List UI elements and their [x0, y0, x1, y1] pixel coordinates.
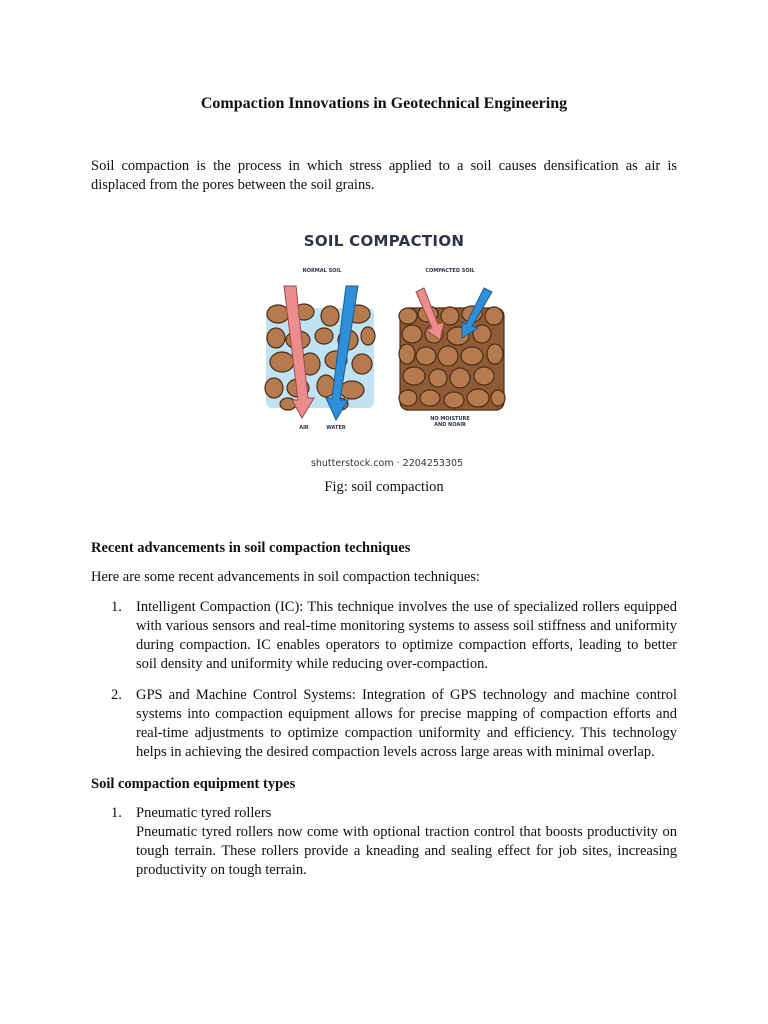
list-item — [91, 804, 677, 880]
compacted-soil-grains — [399, 306, 505, 410]
label-compacted-soil: COMPACTED SOIL — [425, 268, 475, 274]
label-air: AIR — [299, 425, 309, 431]
label-normal-soil: NORMAL SOIL — [302, 268, 342, 274]
list-text: Pneumatic tyred rollers now come with optional traction control that boosts productivity on tough terrain. These rollers provide a kneading and sealing effect for job sites, increasing productivity on tough terrain. — [136, 824, 677, 878]
intro-paragraph: Soil compaction is the process in which stress applied to a soil causes densification as air is displaced from the pores between the soil grains. — [91, 158, 677, 193]
soil-compaction-figure — [262, 228, 512, 468]
label-no-moisture: NO MOISTURE AND NOAIR — [430, 416, 470, 428]
list-item — [91, 598, 677, 674]
list-number: 1. — [111, 599, 122, 615]
list-text: Intelligent Compaction (IC): This technique involves the use of specialized rollers equipped with various sensors and real-time monitoring systems to assess soil stiffness and uniformity during compaction. IC enables operators to optimize compaction efforts, leading to better soil density and uniformity while reducing over-compaction. — [136, 599, 677, 672]
figure-caption: Fig: soil compaction — [324, 479, 444, 495]
label-water: WATER — [326, 425, 346, 431]
list-number: 2. — [111, 687, 122, 703]
list-item — [91, 686, 677, 762]
image-credit: shutterstock.com · 2204253305 — [310, 458, 464, 469]
list-item-title: Pneumatic tyred rollers — [136, 805, 272, 821]
section-lead: Here are some recent advancements in soil compaction techniques: — [91, 569, 480, 585]
figure-heading: SOIL COMPACTION — [303, 232, 465, 250]
section-heading-equipment: Soil compaction equipment types — [91, 776, 296, 792]
section-heading-advancements: Recent advancements in soil compaction techniques — [91, 540, 411, 556]
list-number: 1. — [111, 805, 122, 821]
list-text: GPS and Machine Control Systems: Integration of GPS technology and machine control systems into compaction equipment allows for precise mapping of compaction efforts and real-time adjustments to optimize compaction uniformity and efficiency. This technology helps in achieving the desired compaction levels across large areas with minimal overlap. — [136, 687, 677, 760]
document-title: Compaction Innovations in Geotechnical Engineering — [200, 95, 568, 112]
